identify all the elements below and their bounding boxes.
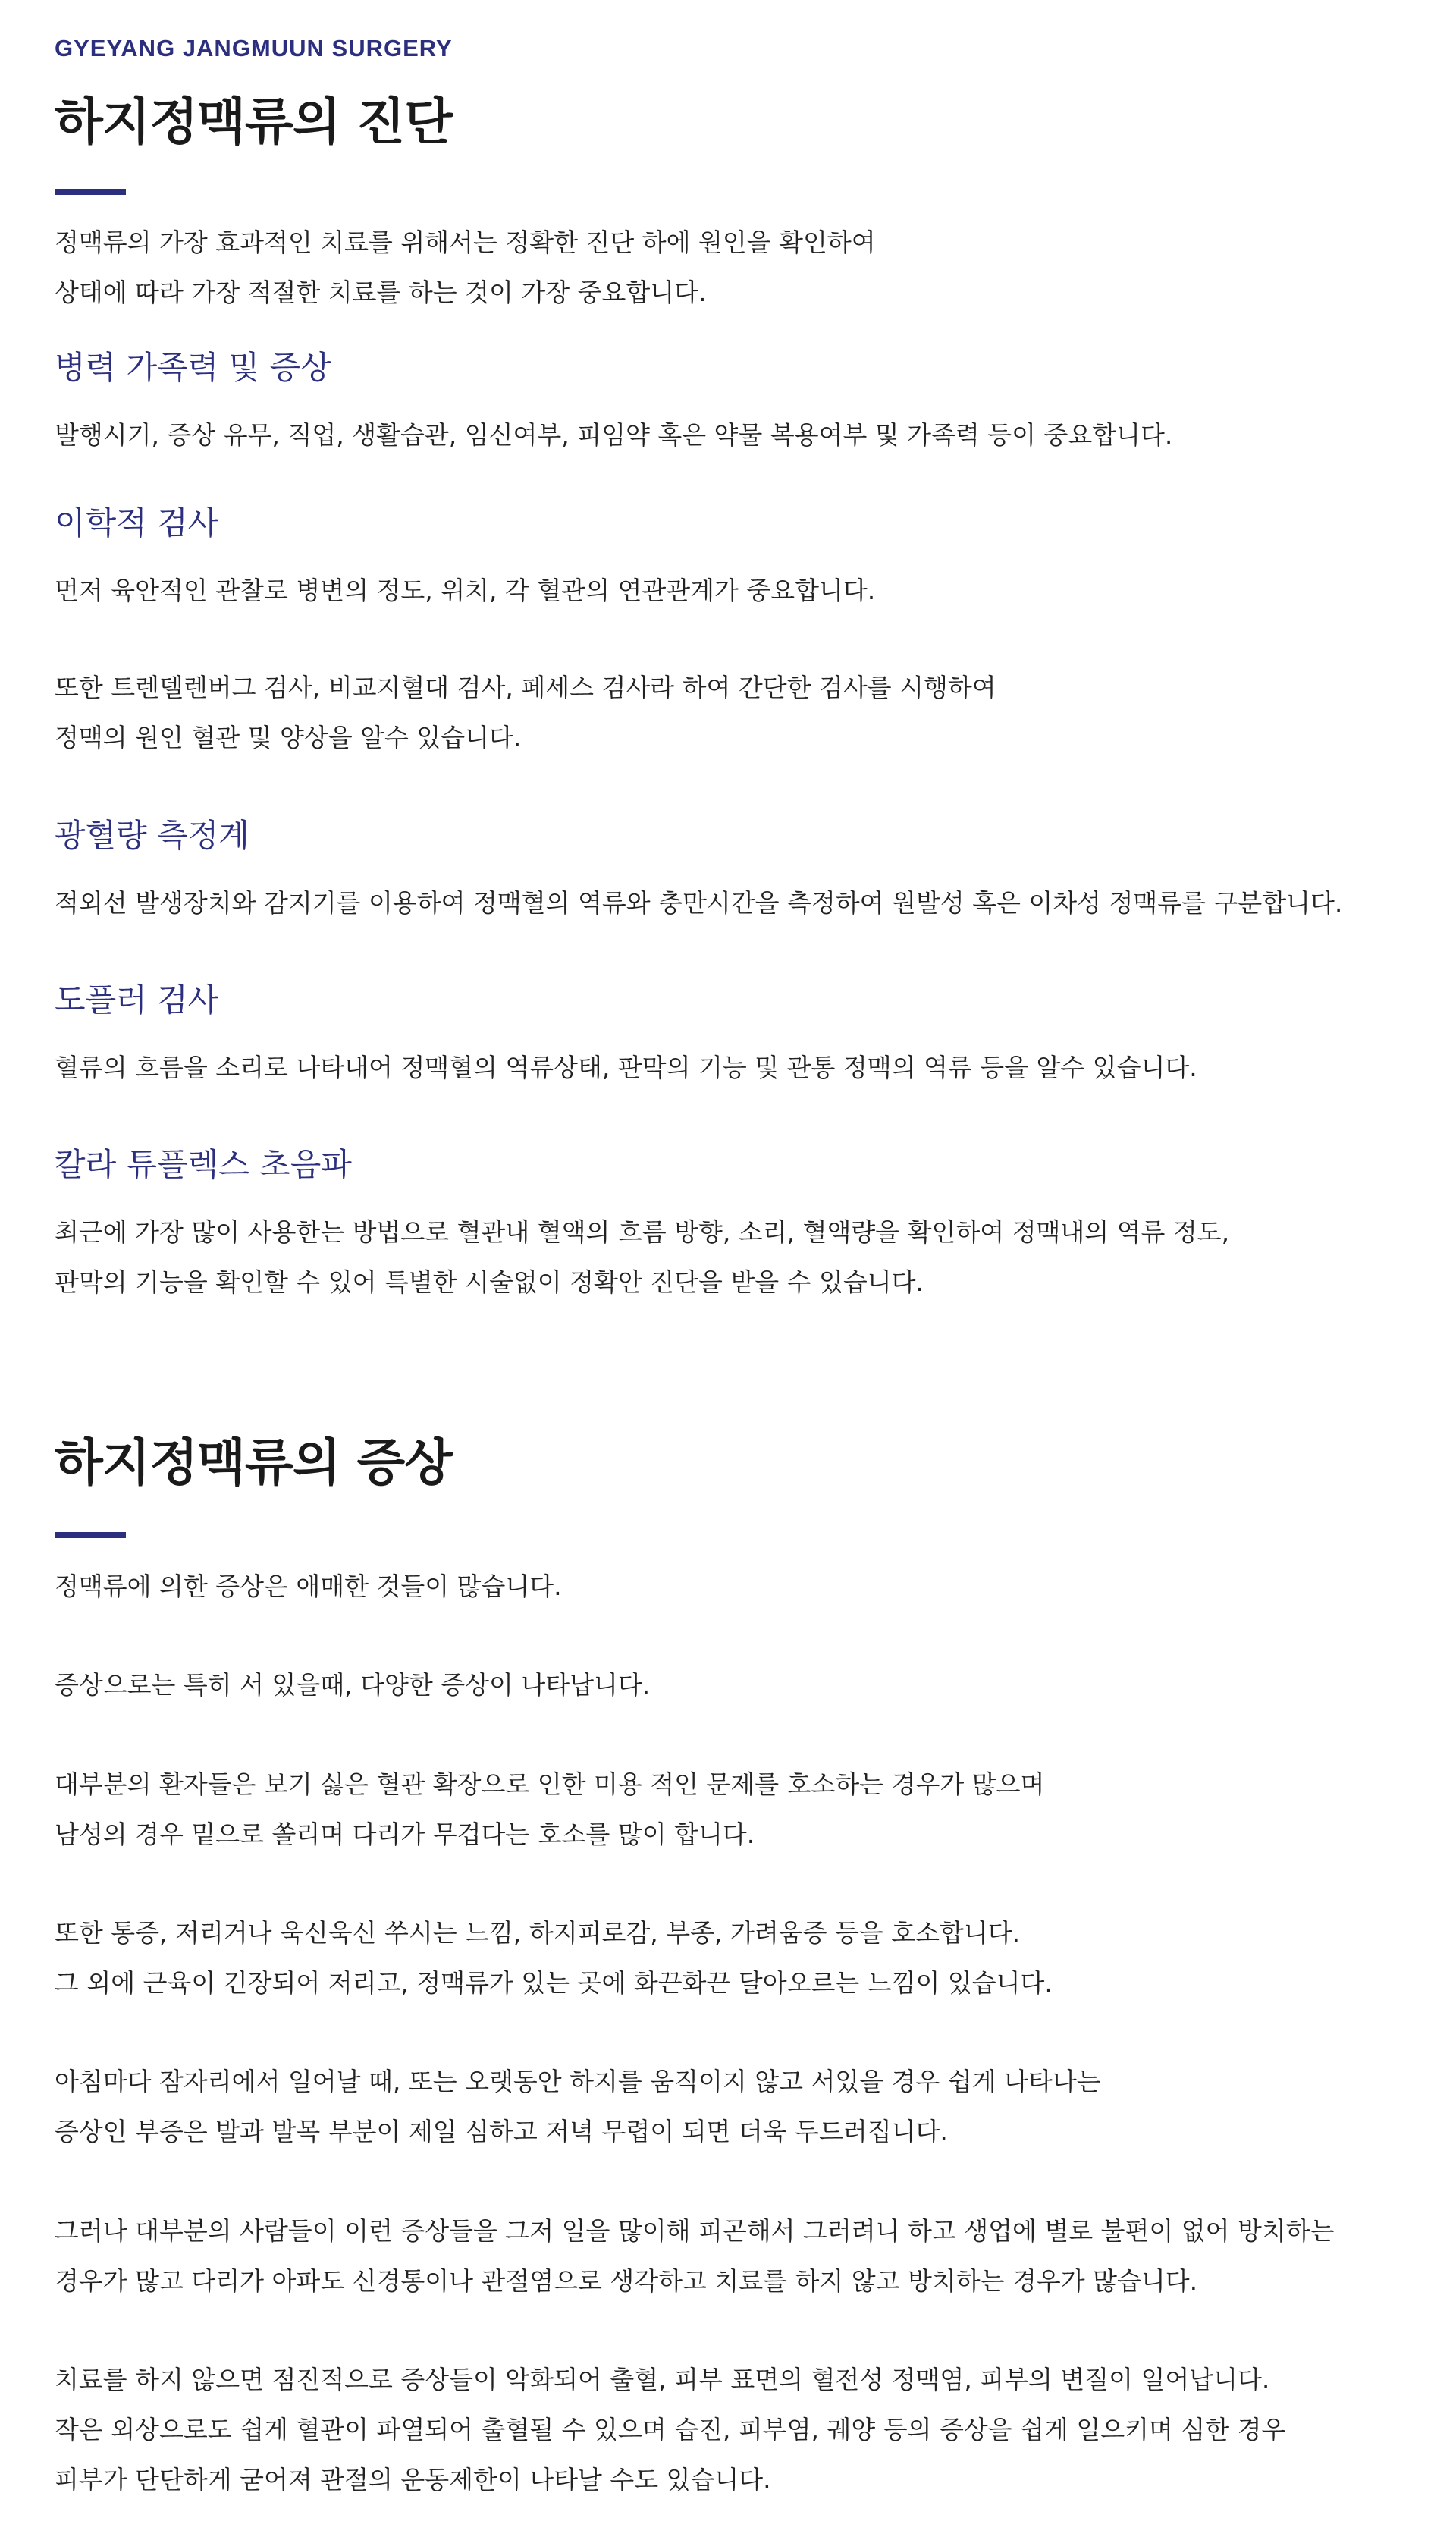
text-line: 판막의 기능을 확인할 수 있어 특별한 시술없이 정확안 진단을 받을 수 있습니다. bbox=[55, 1267, 924, 1297]
symptoms-paragraph-7 bbox=[55, 2355, 1285, 2505]
diagnosis-title: 하지정맥류의 진단 bbox=[55, 93, 453, 151]
title-underline bbox=[55, 189, 126, 195]
section-text-physical-exam-2 bbox=[55, 663, 996, 763]
section-heading-color-duplex: 칼라 튜플렉스 초음파 bbox=[55, 1146, 352, 1183]
text-line: 정맥류의 가장 효과적인 치료를 위해서는 정확한 진단 하에 원인을 확인하여 bbox=[55, 228, 876, 257]
section-heading-photoplethysmography: 광혈량 측정계 bbox=[55, 817, 249, 854]
section-heading-history: 병력 가족력 및 증상 bbox=[55, 349, 331, 386]
text-line: 아침마다 잠자리에서 일어날 때, 또는 오랫동안 하지를 움직이지 않고 서있을 경우 쉽게 나타나는 bbox=[55, 2067, 1101, 2096]
section-text-color-duplex bbox=[55, 1207, 1229, 1308]
text-line: 작은 외상으로도 쉽게 혈관이 파열되어 출혈될 수 있으며 습진, 피부염, 궤양 등의 증상을 쉽게 일으키며 심한 경우 bbox=[55, 2415, 1286, 2444]
diagnosis-intro bbox=[55, 218, 876, 318]
text-line: 경우가 많고 다리가 아파도 신경통이나 관절염으로 생각하고 치료를 하지 않고 방치하는 경우가 많습니다. bbox=[55, 2266, 1198, 2296]
section-text-physical-exam bbox=[55, 566, 875, 616]
text-line: 발행시기, 증상 유무, 직업, 생활습관, 임신여부, 피임약 혹은 약물 복용여부 및 가족력 등이 중요합니다. bbox=[55, 420, 1173, 450]
text-line: 대부분의 환자들은 보기 싫은 혈관 확장으로 인한 미용 적인 문제를 호소하는 경우가 많으며 bbox=[55, 1769, 1045, 1799]
text-line: 또한 통증, 저리거나 욱신욱신 쑤시는 느낌, 하지피로감, 부종, 가려움증 등을 호소합니다. bbox=[55, 1918, 1021, 1948]
section-heading-physical-exam: 이학적 검사 bbox=[55, 504, 219, 542]
text-line: 그 외에 근육이 긴장되어 저리고, 정맥류가 있는 곳에 화끈화끈 달아오르는 느낌이 있습니다. bbox=[55, 1968, 1053, 1998]
text-line: 먼저 육안적인 관찰로 병변의 정도, 위치, 각 혈관의 연관관계가 중요합니다. bbox=[55, 576, 876, 605]
section-heading-doppler: 도플러 검사 bbox=[55, 981, 219, 1019]
symptoms-paragraph-2 bbox=[55, 1660, 650, 1710]
section-text-history bbox=[55, 410, 1172, 460]
symptoms-paragraph-3 bbox=[55, 1760, 1044, 1860]
text-line: 적외선 발생장치와 감지기를 이용하여 정맥혈의 역류와 충만시간을 측정하여 원발성 혹은 이차성 정맥류를 구분합니다. bbox=[55, 888, 1343, 918]
brand-name: GYEYANG JANGMUUN SURGERY bbox=[55, 35, 453, 61]
section-text-photoplethysmography bbox=[55, 878, 1342, 928]
text-line: 혈류의 흐름을 소리로 나타내어 정맥혈의 역류상태, 판막의 기능 및 관통 정맥의 역류 등을 알수 있습니다. bbox=[55, 1053, 1197, 1082]
text-line: 피부가 단단하게 굳어져 관절의 운동제한이 나타날 수도 있습니다. bbox=[55, 2465, 771, 2494]
text-line: 증상으로는 특히 서 있을때, 다양한 증상이 나타납니다. bbox=[55, 1670, 651, 1700]
section-text-doppler bbox=[55, 1043, 1197, 1093]
symptoms-paragraph-6 bbox=[55, 2206, 1335, 2306]
text-line: 또한 트렌델렌버그 검사, 비교지혈대 검사, 페세스 검사라 하여 간단한 검사를 시행하여 bbox=[55, 673, 996, 702]
text-line: 정맥류에 의한 증상은 애매한 것들이 많습니다. bbox=[55, 1571, 562, 1601]
title-underline bbox=[55, 1532, 126, 1538]
text-line: 그러나 대부분의 사람들이 이런 증상들을 그저 일을 많이해 피곤해서 그러려니 하고 생업에 별로 불편이 없어 방치하는 bbox=[55, 2216, 1335, 2246]
text-line: 치료를 하지 않으면 점진적으로 증상들이 악화되어 출혈, 피부 표면의 혈전성 정맥염, 피부의 변질이 일어납니다. bbox=[55, 2365, 1270, 2394]
text-line: 최근에 가장 많이 사용한는 방법으로 혈관내 혈액의 흐름 방향, 소리, 혈액량을 확인하여 정맥내의 역류 정도, bbox=[55, 1217, 1230, 1247]
symptoms-title: 하지정맥류의 증상 bbox=[55, 1433, 453, 1492]
symptoms-paragraph-1 bbox=[55, 1562, 562, 1612]
text-line: 남성의 경우 밑으로 쏠리며 다리가 무겁다는 호소를 많이 합니다. bbox=[55, 1819, 755, 1849]
symptoms-paragraph-5 bbox=[55, 2057, 1101, 2157]
text-line: 정맥의 원인 혈관 및 양상을 알수 있습니다. bbox=[55, 723, 522, 752]
text-line: 증상인 부증은 발과 발목 부분이 제일 심하고 저녁 무렵이 되면 더욱 두드러집니다. bbox=[55, 2117, 948, 2146]
text-line: 상태에 따라 가장 적절한 치료를 하는 것이 가장 중요합니다. bbox=[55, 278, 707, 307]
symptoms-paragraph-4 bbox=[55, 1908, 1053, 2008]
